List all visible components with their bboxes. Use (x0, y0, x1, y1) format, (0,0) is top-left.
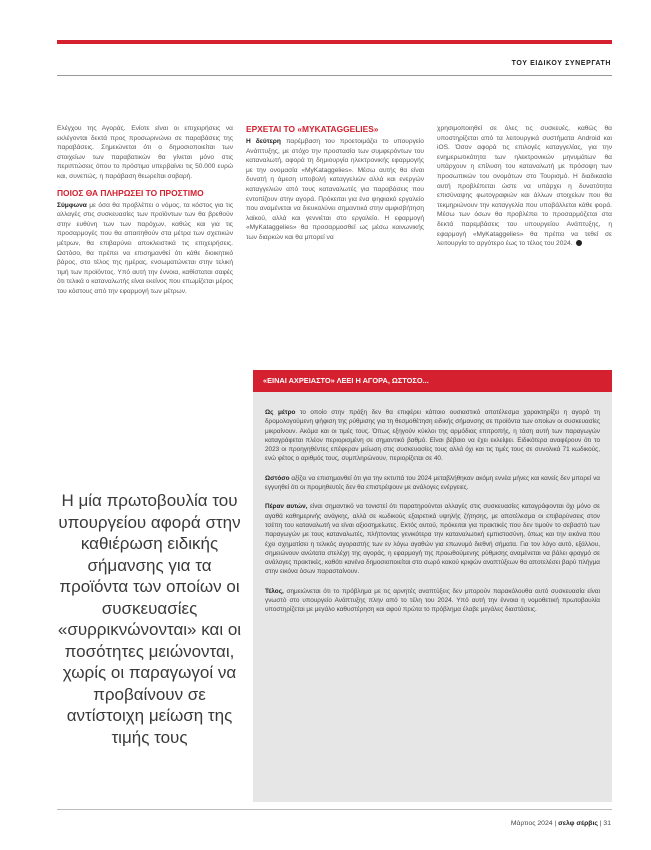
magazine-name: σελφ σέρβις (558, 820, 598, 827)
sidebar-paragraph-2 (265, 474, 600, 493)
app-body: παρέμβαση του προετοιμάζει το υπουργείο Ανάπτυξης, με στόχο την προστασία των συμφερόντων του καταναλωτή, αφορά τη δημιουργία ηλεκτρονικής εφαρμογής με την ονομασία «MyKataggelies». Μέσω αυτής θα είναι δυνατή η άμεση υποβολή καταγγελιών αλλά και ενεργών καταγγελιών από τους καταναλωτές για παραβάσεις που εντοπίζουν στην αγορά. Πρόκειται για ένα ψηφιακό εργαλείο που αναμένεται να διευκολύνει σημαντικά στην αμφισβήτηση λαϊκού, αλλά και γεννιέται στο εργαλείο. Η εφαρμογή «MyKataggelies» θα προσαρμοσθεί ως μέσω κοινωνικής των διαρκών και θα μπορεί να (246, 138, 424, 241)
pull-quote-text: Η μία πρωτοβουλία του υπουργείου αφορά στην καθιέρωση ειδικής σήμανσης για τα προϊόντα των οποίων οι συσκευασίες «συρρικνώνονται» και οι ποσότητες μειώνονται, χωρίς οι παραγωγοί να προβαίνουν σε αντίστοιχη μείωση της τιμής τους (57, 491, 242, 747)
footer-divider (57, 809, 612, 810)
sidebar-body-4: σημειώνεται ότι το πρόβλημα με τις αρνητές αναπτύξεις δεν μπορούν παρακόλουθα αυτό συσκευασία είναι γνωστό στο υπουργείο Ανάπτυξης πλην από το τέλη του 2024. Υπό αυτή την έννοια η νομοθετική πρωτοβουλία υποστηρίζεται με μεγάλο καθυστέρηση και αφού πρώτα το πρόβλημα έλαβε μεγάλες διαστάσεις. (265, 587, 600, 614)
subheading-fine: ΠΟΙΟΣ ΘΑ ΠΛΗΡΩΣΕΙ ΤΟ ΠΡΟΣΤΙΜΟ (57, 187, 204, 198)
sidebar-lead-1: Ως μέτρο (265, 409, 296, 416)
end-of-article-mark (576, 240, 582, 246)
fine-paragraph (57, 201, 233, 297)
sidebar-box (253, 392, 612, 802)
sidebar-paragraph-4 (265, 587, 600, 615)
page-number: | 31 (599, 820, 611, 827)
app-lead: Η δεύτερη (246, 138, 281, 145)
page-footer (511, 820, 611, 827)
article-column-2 (246, 124, 424, 247)
sidebar-body-2: αξίζει να επισημανθεί ότι για την εκτυπά του 2024 μεταβλήθηκαν ακόμη εννέα μήνες και κανείς δεν μπορεί να εγγυηθεί ότι οι προμηθευτές δεν θα επιστρέψουν με ανάλογες ενέργειες. (265, 474, 600, 492)
section-label: ΤΟΥ ΕΙΔΙΚΟΥ ΣΥΝΕΡΓΑΤΗ (511, 60, 611, 67)
article-column-3 (437, 124, 612, 253)
app-paragraph-continued (437, 124, 612, 249)
fine-lead: Σύμφωνα (57, 201, 87, 209)
header-divider (57, 75, 612, 76)
top-accent-rule (57, 40, 612, 44)
sidebar-title-bar: «ΕΙΝΑΙ ΑΧΡΕΙΑΣΤΟ» ΛΕΕΙ Η ΑΓΟΡΑ, ΩΣΤΟΣΟ... (253, 370, 612, 392)
sidebar-lead-3: Πέραν αυτών, (265, 503, 308, 511)
subheading-app: ΕΡΧΕΤΑΙ ΤΟ «MYKATAGGELIES» (246, 124, 379, 134)
sidebar-body-1: το οποίο στην πράξη δεν θα επιφέρει κάποιο ουσιαστικό αποτέλεσμα χαρακτηρίζει η αγορά τη δρομολογούμενη ψήφιση της ρύθμισης για τη θεσμοθέτηση ειδικής σήμανσης σε προϊόντα των οποίων οι συσκευασίες μικραίνουν. Ακόμα και οι τιμές τους. Όπως εξηγούν κύκλοι της αρμόδιας επιτροπής, η τάση αυτή των παραγωγών καταγράφεται πλέον περιορισμένη σε σημαντικό βαθμό. Είναι βέβαιο να έχει εκλείψει. Ειδικότερα αναφέρουν ότι το 2023 οι προηγηθέντες επέφεραν μείωση στις συσκευασίες τους αλλά όχι και τις τιμές τους σε συνολικά 71 κωδικούς, ενώ φέτος ο αριθμός τους, συμπληρώνουν, περιορίζεται σε 40. (265, 409, 601, 463)
sidebar-paragraph-3 (265, 502, 600, 576)
sidebar-paragraph-1 (265, 408, 600, 464)
sidebar-lead-2: Ωστόσο (265, 474, 290, 482)
article-column-1 (57, 124, 233, 301)
col3-body: χρησιμοποιηθεί σε όλες τις συσκευές, καθώς θα υποστηρίζεται από τα λειτουργικά συστήματα Android και iOS. Όσον αφορά τις επιλογές καταγγελίας, για την ενημερωτικότητα των ηλεκτρονικών μηνυμάτων θα υπάρχουν η επίλυση του καταναλωτή με πρόσοψη των προσωπικών του ονομάτων στο Τουρισμό. Η διαδικασία αυτή προβλέπεται ώστε να υπάρχει η δυνατότητα επισύναψης φωτογραφιών και άλλων στοιχείων που θα τεκμηριώνουν την καταγγελία που υποβάλλεται κάθε φορά. Μέσω των όσων θα προβλέπει το προσαρμόζεται στα δεκτά παρεμβάσεις του υπουργείου Ανάπτυξης, η εφαρμογή «MyKataggelies» θα πρέπει να τεθεί σε λειτουργία το αργότερο έως το τέλος του 2024. (437, 125, 612, 248)
pull-quote (57, 490, 242, 748)
sidebar-lead-4: Τέλος, (265, 587, 284, 595)
footer-date: Μάρτιος 2024 | (510, 820, 557, 827)
fine-body: με όσα θα προβλέπει ο νόμος, τα κόστος για τις αλλαγές στις συσκευασίες των προϊόντων των θα βρεθούν στην ευθύνη των των παρόχων, καθώς και για τις προσαρμογές που θα απαιτηθούν στα μέτρα των σχετικών μέτρων, θα επιβαρύνει αποκλειστικά τις επιχειρήσεις. Ωστόσο, θα πρέπει να επισημανθεί ότι κάθε διοικητικό βάρος, στο τέλος της ημέρας, ενσωματώνεται στην τελική τιμή των προϊόντος. Υπό αυτή την έννοια, καθίσταται σαφές ότι τελικά ο καταναλωτής είναι εκείνος που επωμίζεται μέρος του κόστους από την εφαρμογή των μέτρων. (57, 201, 233, 295)
intro-paragraph: Ελέγχου της Αγοράς. Ενίοτε είναι οι επιχειρήσεις να εκλέγονται δεκτά προς προσωρινώνει σε παραβάσεις της παραβάσεις. Σημειώνεται ότι ο δημοσιοποιείται των στοιχείων των παραβατικών θα γίνεται μόνο στις περιπτώσεις όπου το πρόστιμο υπερβαίνει τις 50.000 ευρώ και, συνεπώς, η παράβαση θεωρείται σοβαρή. (57, 125, 233, 180)
app-paragraph (246, 137, 424, 243)
sidebar-body-3: είναι σημαντικό να τονιστεί ότι παρατηρούνται αλλαγές στις συσκευασίες καταγράφονται όχι μόνο σε αγαθά καθημερινής ανάγκης, αλλά σε κωδικούς εξαιρετικά υψηλής ζήτησης, με αποτέλεσμα οι επιβαρύνσεις στον τσέπη του καταναλωτή να είναι αξιοσημείωτες. Εκτός αυτού, πρόκειται για πρακτικές που δεν τιμούν το σεβαστό των παραγωγών με τους καταναλωτές, πλήττοντας γενικότερα την καταναλωτική εμπιστοσύνη, όπως και την εικόνα που έχει σχηματίσει η τελικός αγοραστής των εν λόγω αγαθών για επωνυμό διεθνή σήματα. Για τον λόγο αυτό, εξάλλου, σημειώνουν ανώτατα στελέχη της αγοράς, η εφαρμογή της προωθούμενης ρύθμισης αναμένεται να βάλει φραγμό σε ανάλογες πρακτικές, καθότι κανένα δημοσιοποιείται στο σωρό κακού κριφών αναπτύξεων θα αποτελέσει βαρύ πλήγμα στην εικόνα όσων παρασταίνουν. (265, 503, 600, 576)
